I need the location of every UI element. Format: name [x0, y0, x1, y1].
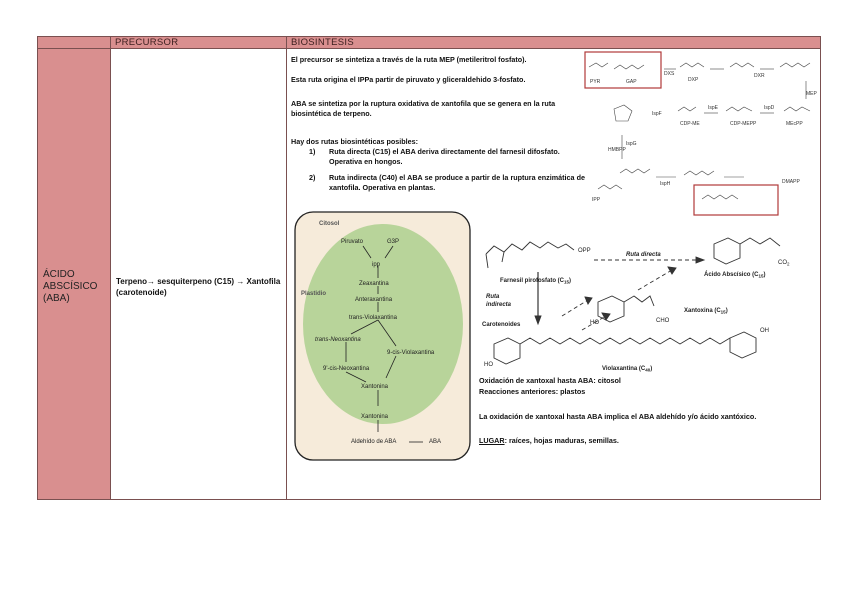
mep-label-gap: GAP [626, 79, 637, 85]
header-precursor: PRECURSOR [111, 36, 287, 49]
mep-label-cdpmepp: CDP-MEPP [730, 121, 757, 127]
label-piruvato: Piruvato [341, 239, 364, 245]
text-oxidation-detail: La oxidación de xantoxal hasta ABA implica el ABA aldehído y/o ácido xantóxico. [479, 412, 757, 421]
mep-label-dmapp: DMAPP [782, 179, 800, 185]
aba-pathway-diagram [478, 230, 804, 376]
label-xantonina-2: Xantonina [361, 414, 389, 420]
mep-label-dxp: DXP [688, 77, 699, 83]
label-xantoxina: Xantoxina $(C_{15})$ [684, 308, 728, 315]
text-rupture: ABA se sintetiza por la ruptura oxidativa de xantofila que se genera en la ruta biosintética de terpeno. [291, 99, 556, 118]
lugar-text: : raíces, hojas maduras, semillas. [504, 436, 619, 445]
route-1-number: 1) [309, 147, 316, 156]
label-aldehido-aba: Aldehído de ABA [351, 439, 397, 445]
text-prior-reactions: Reacciones anteriores: plastos [479, 387, 586, 396]
route-2-text: Ruta indirecta (C40) el ABA se produce a partir de la ruptura enzimática de xantofila. Operativa en plantas. [329, 173, 585, 192]
precursor-cell [111, 49, 287, 500]
header-biosintesis: BIOSINTESIS [287, 36, 821, 49]
mep-enzyme-dxs: DXS [664, 71, 675, 77]
mep-enzyme-ispe: IspE [708, 105, 719, 111]
mep-pathway-scheme [584, 49, 821, 221]
text-routes-intro: Hay dos rutas biosintéticas posibles: [291, 137, 419, 146]
route-1-text: Ruta directa (C15) el ABA deriva directamente del farnesil difosfato. Operativa en hongos. [329, 147, 560, 166]
label-citosol: Citosol [319, 221, 340, 227]
mep-label-ipp: IPP [592, 197, 601, 203]
label-cho: CHO [656, 318, 670, 324]
label-carotenoides: Carotenoides [482, 322, 521, 328]
mep-label-pyr: PYR [590, 79, 601, 85]
mep-label-cdpme: CDP-ME [680, 121, 700, 127]
mep-enzyme-isph: IspH [660, 181, 671, 187]
label-ipp: ipp [372, 262, 381, 268]
cell-compartment-diagram [291, 206, 474, 465]
mep-label-hmbpp: HMBPP [608, 147, 626, 153]
label-ruta-indirecta-1: Ruta [486, 294, 500, 300]
text-lugar [479, 436, 619, 446]
compound-name: ÁCIDO ABSCÍSICO (ABA) [43, 269, 98, 304]
compound-cell [37, 49, 111, 500]
label-g3p: G3P [387, 239, 400, 245]
route-2-number: 2) [309, 173, 316, 182]
mep-enzyme-ispg: IspG [626, 141, 637, 147]
mep-label-mecpp: MEcPP [786, 121, 803, 127]
header-empty [37, 36, 111, 49]
label-cis-neoxantina: 9'-cis-Neoxantina [323, 366, 370, 372]
label-farnesil: Farnesil pirofosfato $(C_{15})$ [500, 278, 572, 285]
label-anteraxantina: Anteraxantina [355, 297, 393, 303]
label-xantonina-1: Xantonina [361, 384, 389, 390]
label-ruta-indirecta-2: indirecta [486, 302, 512, 308]
precursor-text: Terpeno→ sesquiterpeno (C15) → Xantofila (carotenoide) [116, 277, 281, 297]
text-mep: El precursor se sintetiza a través de la ruta MEP (metileritrol fosfato). [291, 55, 527, 64]
label-trans-neoxantina: trans-Neoxantina [315, 337, 361, 343]
mep-enzyme-ispd: IspD [764, 105, 775, 111]
label-aba: ABA [429, 439, 442, 445]
label-oh: OH [760, 328, 769, 334]
label-violaxantina: Violaxantina $(C_{40})$ [602, 366, 653, 373]
label-ruta-directa: Ruta directa [626, 252, 661, 258]
label-ho-1: HO [590, 320, 599, 326]
mep-enzyme-ispf: IspF [652, 111, 662, 117]
label-opp: OPP [578, 248, 591, 254]
mep-enzyme-dxr: DXR [754, 73, 765, 79]
mep-label-mep: MEP [806, 91, 817, 97]
label-cis-violaxantina: 9-cis-Violaxantina [387, 350, 435, 356]
label-ho-2: HO [484, 362, 493, 368]
text-oxidation-site: Oxidación de xantoxal hasta ABA: citosol [479, 376, 621, 385]
label-trans-violaxantina: trans-Violaxantina [349, 315, 397, 321]
text-ipp: Esta ruta origina el IPPa partir de piruvato y gliceraldehido 3-fosfato. [291, 75, 526, 84]
lugar-label: LUGAR [479, 436, 505, 445]
label-co2h: $CO_2$ [778, 260, 790, 267]
label-zeaxantina: Zeaxantina [359, 281, 389, 287]
label-abscisico: Ácido Abscísico $(C_{15})$ [704, 272, 766, 279]
label-plastidio: Plastidio [301, 291, 327, 297]
